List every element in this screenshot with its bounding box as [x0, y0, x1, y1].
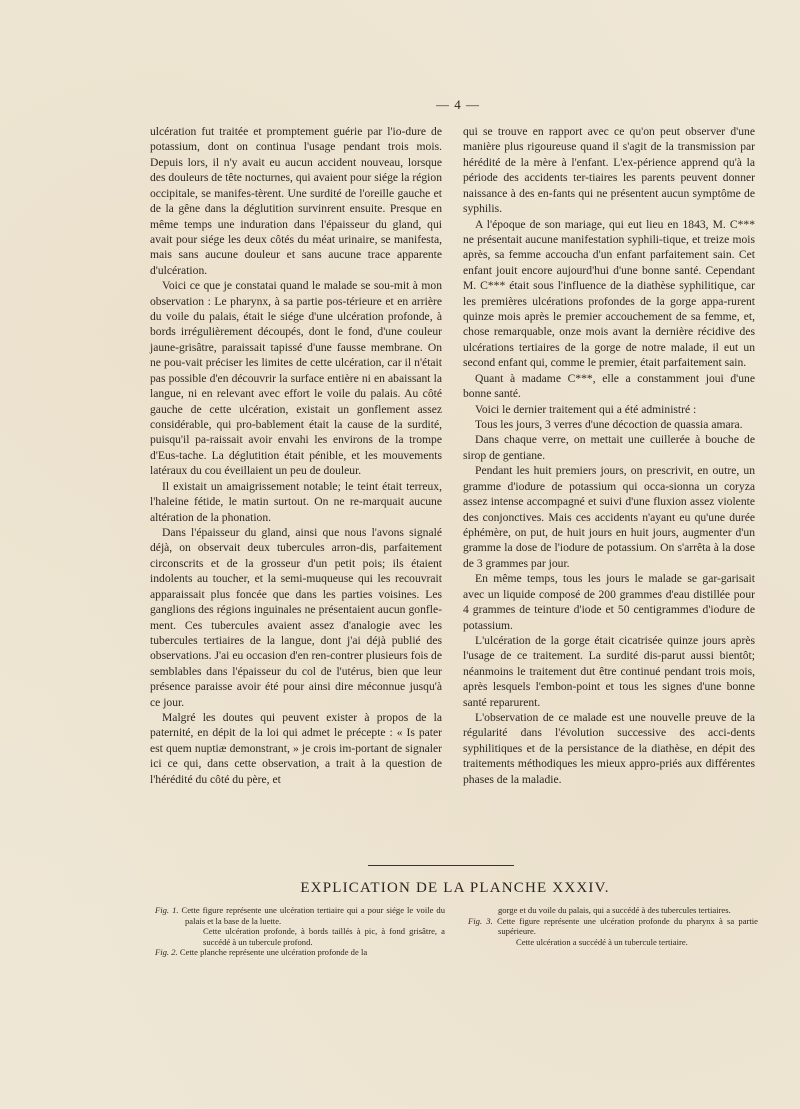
paragraph: Tous les jours, 3 verres d'une décoction de quassia amara. [475, 418, 743, 432]
paragraph: qui se trouve en rapport avec ce qu'on peut observer d'une manière plus rigoureuse quand il s'agit de la transmission par hérédité de la mère à l'enfant. L'ex-périence apprend qu'à la période des accidents ter-tiaires les parents peuvent donner naissance à des en-fants qui ne présentent aucun symptôme de syphilis. [463, 125, 755, 216]
figure-caption-1 [155, 905, 445, 947]
paragraph: Voici le dernier traitement qui a été administré : [475, 402, 697, 416]
figure-caption-2-continued: gorge et du voile du palais, qui a succédé à des tubercules tertiaires. [498, 905, 731, 915]
figure-text: Cette figure représente une ulcération profonde du pharynx à sa partie supérieure. [496, 915, 758, 937]
paragraph: Malgré les doutes qui peuvent exister à propos de la paternité, en dépit de la loi qui admet le précepte : « Is pater est quem nuptiæ demonstrant, » je crois im-portant de signaler ici ce qui, dans cette observation, a trait à la question de l'hérédité du côté du père, et [150, 711, 442, 786]
paragraph: A l'époque de son mariage, qui eut lieu en 1843, M. C*** ne présentait aucune manifestation syphili-tique, et treize mois après, sa femme accoucha d'un enfant parfaitement sain. Cet enfant jouit encore aujourd'hui d'une bonne santé. Cependant M. C*** était sous l'influence de la diathèse syphilitique, car les premières ulcérations profondes de la gorge appa-rurent quinze mois après le premier accouchement de sa femme, et, chose remarquable, onze mois avant la dernière récidive des ulcérations tertiaires de la gorge de notre malade, il eut un second enfant qui, comme le premier, était parfaitement sain. [463, 217, 755, 370]
paragraph: ulcération fut traitée et promptement guérie par l'io-dure de potassium, dont on continua l'usage pendant trois mois. Depuis lors, il n'y avait eu aucun accident nouveau, lorsque des douleurs de tête nocturnes, qui avaient pour siége la région occipitale, se manifes-tèrent. Une surdité de l'oreille gauche et de la gêne dans la déglutition survinrent ensuite. Presque en même temps une induration dans l'épaisseur du gland, qui avait pour siége les deux côtés du méat urinaire, se manifesta, mais sans aucune douleur et sans aucune trace apparente d'ulcération. [150, 125, 442, 277]
paragraph: Voici ce que je constatai quand le malade se sou-mit à mon observation : Le pharynx, à sa partie pos-térieure et en arrière du voile du palais, était le siége d'une ulcération profonde, à bords irrégulièrement découpés, dont le fond, d'une couleur jaune-grisâtre, paraissait tapissé d'une fausse membrane. On ne pou-vait préciser les limites de cette ulcération, car il n'était pas possible d'en découvrir la surface entière ni en abaissant la langue, ni en relevant avec effort le voile du palais. Au côté gauche de cette ulcération, existait un gonflement assez considérable, qui pro-bablement était la cause de la surdité, puisqu'il pa-raissait avoir envahi les environs de la trompe d'Eus-tache. La déglutition était pénible, et les mouvements latéraux du cou éveillaient un peu de douleur. [150, 279, 442, 478]
paragraph: Pendant les huit premiers jours, on prescrivit, en outre, un gramme d'iodure de potassium qui occa-sionna un coryza assez intense accompagné et suivi d'une fluxion assez violente des conjonctives. Mais ces accidents n'ayant eu qu'une durée éphémère, on put, de huit jours en huit jours, augmenter d'un gramme la dose de l'iodure de potassium. On s'arrêta à la dose de 3 grammes par jour. [463, 464, 755, 570]
figure-label: Fig. 2. [155, 947, 178, 958]
figure-label: Fig. 1. [155, 905, 179, 915]
paragraph: Quant à madame C***, elle a constamment joui d'une bonne santé. [463, 371, 755, 401]
paragraph: L'observation de ce malade est une nouvelle preuve de la régularité dans l'évolution successive des acci-dents syphilitiques et de la persistance de la diathèse, en dépit des traitements méthodiques les mieux appro-priés aux différentes phases de la maladie. [463, 711, 755, 786]
figure-captions-left [155, 905, 445, 958]
figure-text: Cette figure représente une ulcération tertiaire qui a pour siége le voile du palais et la base de la luette. [181, 905, 445, 926]
figure-captions-right [468, 905, 758, 947]
paragraph: Dans l'épaisseur du gland, ainsi que nous l'avons signalé déjà, on observait deux tubercules arron-dis, parfaitement circonscrits et de la grosseur d'un petit pois; ils étaient indolents au toucher, et la semi-muqueuse qui les recouvrait apparaissait plus foncée que dans les parties voisines. Les ganglions des régions inguinales ne présentaient aucun gonfle-ment. Ces tubercules avaient assez d'analogie avec les tubercules tertiaires de la langue, dont j'ai déjà publié des observations. J'ai eu occasion d'en ren-contrer plusieurs fois de semblables dans l'épaisseur du col de l'utérus, bien que leur présence paraisse avoir été pour ainsi dire méconnue jusqu'à ce jour. [150, 525, 442, 709]
page-number: — 4 — [436, 97, 480, 112]
right-text-column [463, 124, 755, 787]
figure-label: Fig. 3. [468, 915, 493, 926]
paragraph: Dans chaque verre, on mettait une cuillerée à bouche de sirop de gentiane. [463, 433, 755, 462]
figure-subtext: Cette ulcération a succédé à un tubercule tertiaire. [516, 936, 688, 947]
figure-caption-3 [468, 916, 758, 948]
paragraph: L'ulcération de la gorge était cicatrisée quinze jours après l'usage de ce traitement. La surdité dis-parut aussi bientôt; néanmoins le traitement dut être continué pendant trois mois, après lesquels l'embon-point et tous les signes d'une bonne santé reparurent. [463, 633, 755, 709]
paragraph: Il existait un amaigrissement notable; le teint était terreux, l'haleine fétide, le matin surtout. On ne re-marquait aucune altération de la phonation. [150, 479, 442, 524]
left-text-column [150, 124, 442, 787]
section-divider [368, 865, 514, 866]
plate-title: EXPLICATION DE LA PLANCHE XXXIV. [300, 880, 610, 896]
paragraph: En même temps, tous les jours le malade se gar-garisait avec un liquide composé de 200 grammes d'eau distillée pour 4 grammes de teinture d'iode et 50 centigrammes d'iodure de potassium. [463, 572, 755, 632]
figure-caption-2 [155, 947, 445, 958]
figure-subtext: Cette ulcération profonde, à bords taillés à pic, à fond grisâtre, a succédé à un tubercule profond. [203, 926, 445, 947]
figure-text: Cette planche représente une ulcération profonde de la [179, 947, 368, 958]
